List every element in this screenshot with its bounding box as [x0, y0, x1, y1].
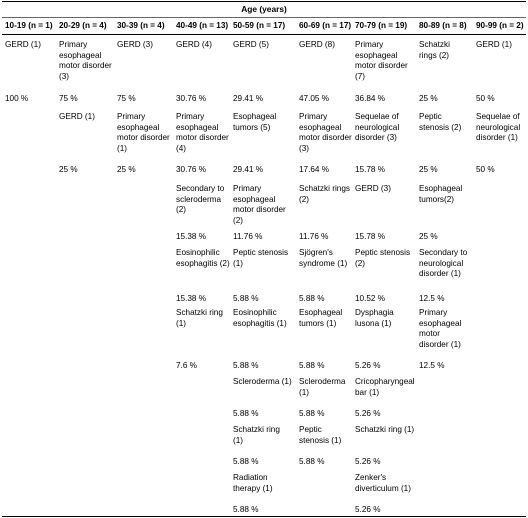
column-header: 20-29 (n = 4)	[59, 21, 107, 30]
percentage-cell: 25 %	[419, 165, 438, 174]
percentage-cell: 36.84 %	[355, 94, 386, 103]
percentage-cell: 5.26 %	[355, 409, 381, 418]
percentage-cell: 5.26 %	[355, 457, 381, 466]
diagnosis-cell: Peptic stenosis (2)	[355, 248, 411, 268]
column-header: 80-89 (n = 8)	[419, 21, 467, 30]
column-header-rule	[2, 34, 526, 35]
diagnosis-cell: GERD (3)	[117, 40, 153, 49]
percentage-cell: 5.88 %	[299, 294, 325, 303]
bottom-rule	[2, 516, 526, 517]
percentage-cell: 17.64 %	[299, 165, 330, 174]
diagnosis-cell: Cricopharyngeal bar (1)	[355, 377, 415, 397]
diagnosis-cell: Primary esophageal motor disorder (4)	[176, 112, 229, 153]
percentage-cell: 7.6 %	[176, 361, 197, 370]
column-header: 60-69 (n = 17)	[299, 21, 352, 30]
diagnosis-cell: GERD (3)	[355, 184, 391, 193]
diagnosis-cell: Schatzki rings (2)	[419, 40, 450, 60]
diagnosis-cell: Sequelae of neurological disorder (1)	[476, 112, 521, 143]
percentage-cell: 75 %	[117, 94, 136, 103]
group-header-rule	[2, 17, 526, 18]
percentage-cell: 5.88 %	[299, 409, 325, 418]
top-rule	[2, 1, 526, 2]
diagnosis-cell: Dysphagia lusona (1)	[355, 308, 394, 328]
percentage-cell: 5.26 %	[355, 505, 381, 514]
diagnosis-cell: GERD (8)	[299, 40, 335, 49]
diagnosis-cell: GERD (4)	[176, 40, 212, 49]
age-group-header: Age (years)	[241, 4, 287, 14]
percentage-cell: 12.5 %	[419, 361, 445, 370]
percentage-cell: 5.88 %	[233, 409, 259, 418]
percentage-cell: 75 %	[59, 94, 78, 103]
diagnosis-cell: Eosinophilic esophagitis (2)	[176, 248, 230, 268]
diagnosis-cell: Peptic stenosis (1)	[233, 248, 289, 268]
diagnosis-cell: Scleroderma (1)	[299, 377, 346, 397]
percentage-cell: 25 %	[59, 165, 78, 174]
diagnosis-cell: Primary esophageal motor disorder (7)	[355, 40, 408, 81]
percentage-cell: 12.5 %	[419, 294, 445, 303]
percentage-cell: 11.76 %	[299, 232, 329, 241]
percentage-cell: 5.88 %	[299, 361, 325, 370]
diagnosis-cell: Esophageal tumors (1)	[299, 308, 343, 328]
diagnosis-cell: GERD (1)	[59, 112, 95, 121]
diagnosis-cell: Esophageal tumors(2)	[419, 184, 463, 204]
percentage-cell: 5.88 %	[233, 361, 259, 370]
percentage-cell: 5.88 %	[233, 505, 259, 514]
percentage-cell: 5.26 %	[355, 361, 381, 370]
percentage-cell: 5.88 %	[299, 457, 325, 466]
column-header: 40-49 (n = 13)	[176, 21, 229, 30]
column-header: 50-59 (n = 17)	[233, 21, 286, 30]
diagnosis-cell: Secondary to neurological disorder (1)	[419, 248, 468, 279]
diagnosis-cell: Secondary to scleroderma (2)	[176, 184, 225, 215]
diagnosis-cell: Radiation therapy (1)	[233, 473, 273, 493]
percentage-cell: 11.76 %	[233, 232, 263, 241]
percentage-cell: 25 %	[419, 232, 438, 241]
diagnosis-cell: Schatzki ring (1)	[233, 425, 280, 445]
diagnosis-cell: Esophageal tumors (5)	[233, 112, 277, 132]
diagnosis-cell: Peptic stenosis (2)	[419, 112, 462, 132]
percentage-cell: 5.88 %	[233, 457, 259, 466]
column-header: 30-39 (n = 4)	[117, 21, 165, 30]
percentage-cell: 29.41 %	[233, 165, 264, 174]
diagnosis-cell: Schatzki rings (2)	[299, 184, 350, 204]
diagnosis-cell: GERD (1)	[5, 40, 41, 49]
percentage-cell: 47.05 %	[299, 94, 330, 103]
percentage-cell: 100 %	[5, 94, 29, 103]
percentage-cell: 15.78 %	[355, 232, 386, 241]
percentage-cell: 15.38 %	[176, 232, 207, 241]
diagnosis-cell: Eosinophilic esophagitis (1)	[233, 308, 287, 328]
diagnosis-cell: GERD (1)	[476, 40, 512, 49]
diagnosis-cell: GERD (5)	[233, 40, 269, 49]
diagnosis-cell: Scleroderma (1)	[233, 377, 292, 386]
percentage-cell: 10.52 %	[355, 294, 386, 303]
diagnosis-cell: Primary esophageal motor disorder (3)	[299, 112, 352, 153]
percentage-cell: 25 %	[117, 165, 136, 174]
diagnosis-cell: Peptic stenosis (1)	[299, 425, 342, 445]
percentage-cell: 50 %	[476, 94, 495, 103]
percentage-cell: 5.88 %	[233, 294, 259, 303]
diagnosis-cell: Schatzki ring (1)	[176, 308, 223, 328]
column-header: 70-79 (n = 19)	[355, 21, 408, 30]
column-header: 10-19 (n = 1)	[5, 21, 53, 30]
percentage-cell: 15.78 %	[355, 165, 386, 174]
diagnosis-cell: Zenker's diverticulum (1)	[355, 473, 411, 493]
percentage-cell: 30.76 %	[176, 94, 207, 103]
percentage-cell: 25 %	[419, 94, 438, 103]
diagnosis-cell: Sequelae of neurological disorder (3)	[355, 112, 400, 143]
diagnosis-cell: Schatzki ring (1)	[355, 425, 415, 434]
diagnosis-cell: Primary esophageal motor disorder (2)	[233, 184, 286, 225]
percentage-cell: 29.41 %	[233, 94, 264, 103]
diagnosis-cell: Primary esophageal motor disorder (1)	[419, 308, 462, 349]
percentage-cell: 15.38 %	[176, 294, 207, 303]
diagnosis-cell: Primary esophageal motor disorder (3)	[59, 40, 112, 81]
diagnosis-cell: Sjögren's syndrome (1)	[299, 248, 348, 268]
percentage-cell: 30.76 %	[176, 165, 207, 174]
diagnosis-cell: Primary esophageal motor disorder (1)	[117, 112, 170, 153]
column-header: 90-99 (n = 2)	[476, 21, 524, 30]
percentage-cell: 50 %	[476, 165, 495, 174]
